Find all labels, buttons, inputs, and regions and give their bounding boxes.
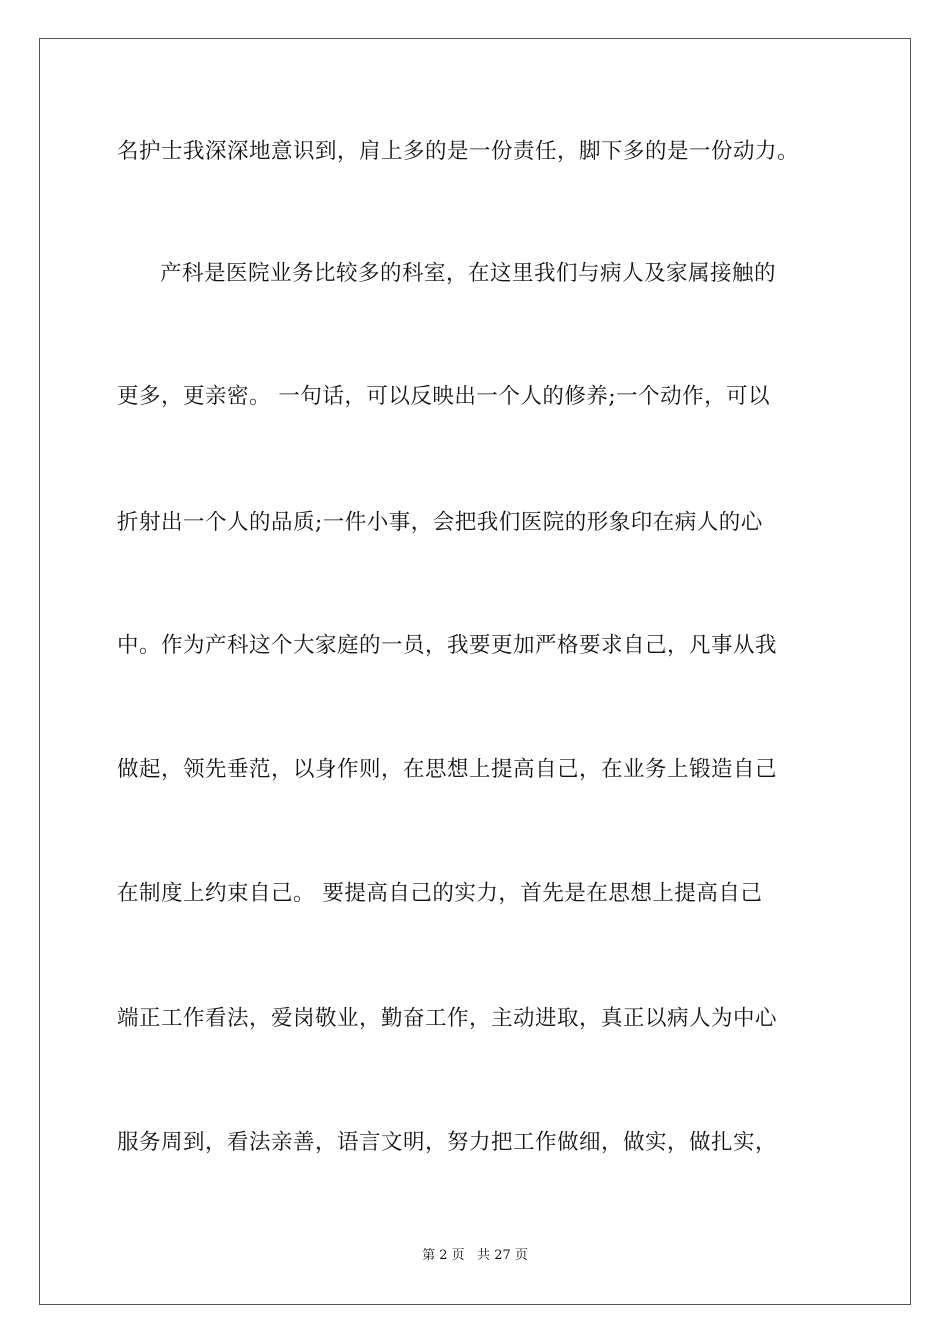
body-text-line-6: 做起，领先垂范，以身作则，在思想上提高自己，在业务上锻造自己 — [117, 757, 778, 782]
body-text-line-8: 端正工作看法，爱岗敬业，勤奋工作，主动进取，真正以病人为中心 — [117, 1006, 778, 1031]
body-text-line-4: 折射出一个人的品质;一件小事，会把我们医院的形象印在病人的心 — [117, 510, 763, 535]
body-text-line-1: 名护士我深深地意识到，肩上多的是一份责任，脚下多的是一份动力。 — [117, 139, 800, 164]
page-number-footer: 第 2 页 共 27 页 — [422, 1248, 528, 1263]
page-border — [39, 38, 911, 1305]
body-text-line-2: 产科是医院业务比较多的科室，在这里我们与病人及家属接触的 — [160, 261, 777, 286]
body-text-line-3: 更多，更亲密。 一句话，可以反映出一个人的修养;一个动作，可以 — [117, 384, 771, 409]
body-text-line-9: 服务周到，看法亲善，语言文明，努力把工作做细，做实，做扎实， — [117, 1130, 778, 1155]
body-text-line-5: 中。作为产科这个大家庭的一员，我要更加严格要求自己，凡事从我 — [117, 633, 778, 658]
body-text-line-7: 在制度上约束自己。 要提高自己的实力，首先是在思想上提高自己 — [117, 881, 763, 906]
